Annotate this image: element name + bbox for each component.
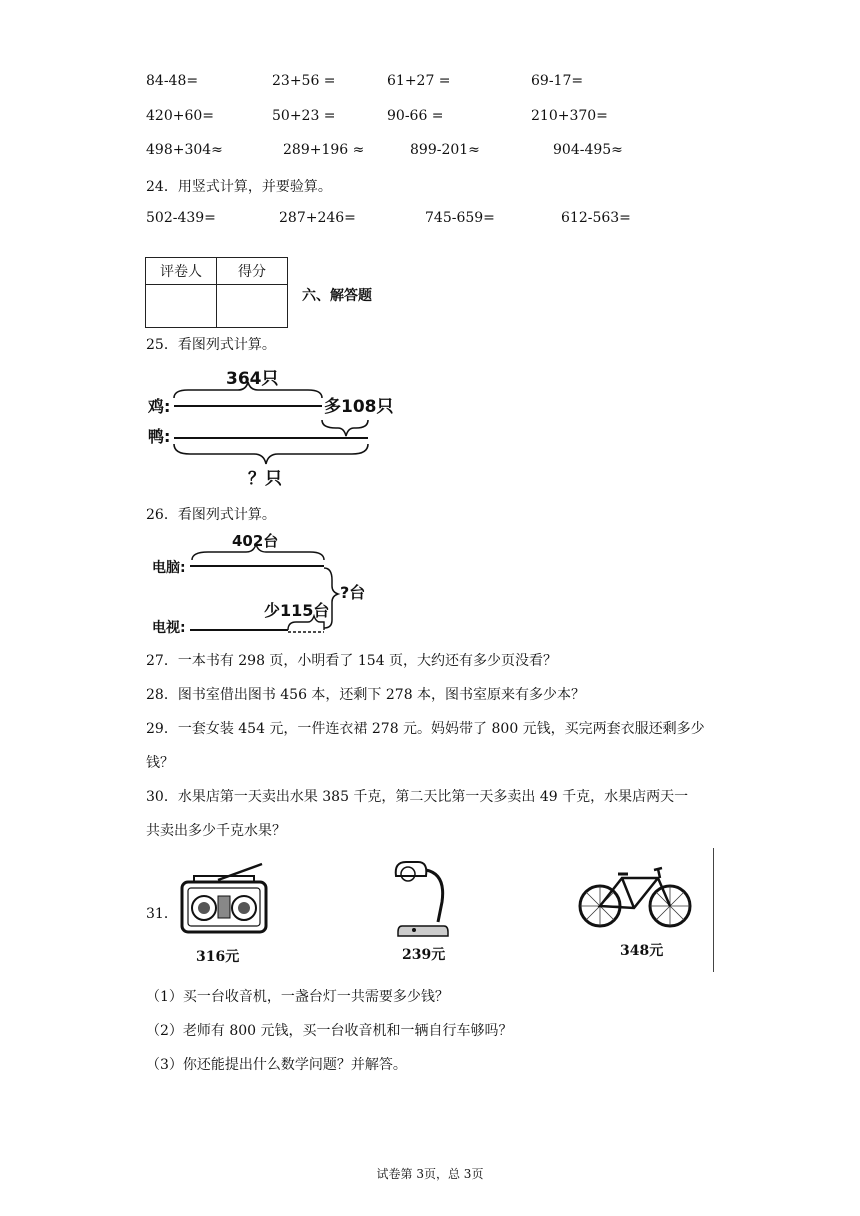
score-table-cell-score[interactable] <box>217 285 288 328</box>
radio-price: 316元 <box>196 949 240 965</box>
calc-item: 84-48= <box>146 73 199 89</box>
page-footer: 试卷第 3页，总 3页 <box>376 1167 484 1181</box>
divider <box>713 848 714 972</box>
calc-item: 287+246= <box>279 210 356 226</box>
score-table-header-grader: 评卷人 <box>146 258 217 285</box>
calc-item: 23+56 = <box>272 73 336 89</box>
question-28: 28．图书室借出图书 456 本，还剩下 278 本，图书室原来有多少本？ <box>146 687 586 703</box>
q25-bottom-label: ？只 <box>248 469 282 489</box>
calc-item: 745-659= <box>425 210 495 226</box>
calc-item: 612-563= <box>561 210 631 226</box>
score-table <box>145 257 288 328</box>
bicycle-icon <box>578 860 692 932</box>
question-27: 27．一本书有 298 页，小明看了 154 页，大约还有多少页没看？ <box>146 653 558 669</box>
calc-item: 61+27 = <box>387 73 451 89</box>
radio-icon <box>178 862 270 934</box>
calc-item: 502-439= <box>146 210 216 226</box>
q26-less-label: 少115台 <box>264 601 330 620</box>
calc-item: 899-201≈ <box>410 142 480 158</box>
calc-item: 50+23 = <box>272 108 336 124</box>
bicycle-price: 348元 <box>620 943 664 959</box>
calc-item: 289+196 ≈ <box>283 142 365 158</box>
q25-duck-label: 鸭: <box>148 427 171 446</box>
question-30-line1: 30．水果店第一天卖出水果 385 千克，第二天比第一天多卖出 49 千克，水果店两天一 <box>146 789 689 805</box>
section-title: 六、解答题 <box>302 288 372 304</box>
calc-item: 904-495≈ <box>553 142 623 158</box>
question-24-title: 24．用竖式计算，并要验算。 <box>146 179 332 195</box>
question-25-diagram <box>140 358 410 490</box>
q25-more-label: 多108只 <box>324 397 394 417</box>
calc-item: 69-17= <box>531 73 584 89</box>
score-table-cell-grader[interactable] <box>146 285 217 328</box>
question-31-sub-1: （1）买一台收音机，一盏台灯一共需要多少钱？ <box>146 989 449 1005</box>
q26-computer-label: 电脑: <box>152 560 186 576</box>
question-31-number: 31． <box>146 906 178 922</box>
question-29-line2: 钱？ <box>146 755 174 771</box>
desk-lamp-icon <box>388 856 460 942</box>
q26-top-label: 402台 <box>232 532 279 550</box>
question-31-sub-3: （3）你还能提出什么数学问题？并解答。 <box>146 1057 407 1073</box>
question-30-line2: 共卖出多少千克水果？ <box>146 823 286 839</box>
q25-top-label: 364只 <box>226 369 279 389</box>
calc-item: 210+370= <box>531 108 608 124</box>
question-26-diagram <box>148 528 388 638</box>
score-table-header-score: 得分 <box>217 258 288 285</box>
calc-item: 90-66 = <box>387 108 444 124</box>
question-31-sub-2: （2）老师有 800 元钱，买一台收音机和一辆自行车够吗？ <box>146 1023 513 1039</box>
calc-item: 498+304≈ <box>146 142 223 158</box>
calc-item: 420+60= <box>146 108 214 124</box>
lamp-price: 239元 <box>402 947 446 963</box>
question-29-line1: 29．一套女装 454 元，一件连衣裙 278 元。妈妈带了 800 元钱，买完两套衣服还剩多少 <box>146 721 705 737</box>
question-25-title: 25．看图列式计算。 <box>146 337 276 353</box>
q26-tv-label: 电视: <box>152 620 186 636</box>
q26-side-label: ?台 <box>340 583 366 602</box>
q25-chicken-label: 鸡: <box>148 397 171 416</box>
question-26-title: 26．看图列式计算。 <box>146 507 276 523</box>
